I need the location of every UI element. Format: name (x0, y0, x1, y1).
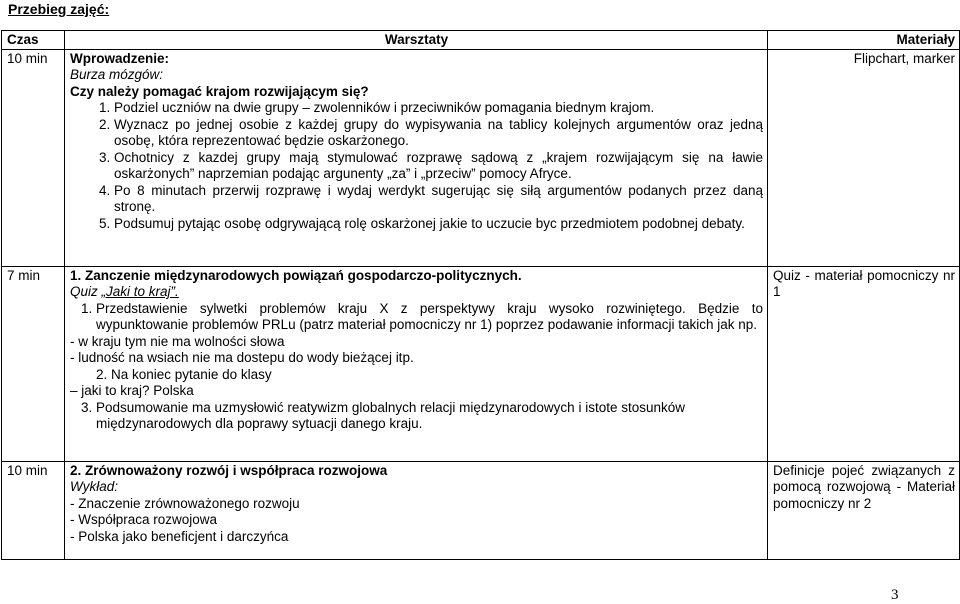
steps-list (70, 400, 763, 433)
step-item: 2. Na koniec pytanie do klasy (96, 366, 272, 382)
row-title: Wprowadzenie: (70, 50, 170, 66)
list-item: - Współpraca rozwojowa (70, 512, 218, 527)
row-workshop (65, 461, 768, 559)
bullet-item: - w kraju tym nie ma wolności słowa (70, 333, 285, 349)
lesson-plan-table (1, 30, 960, 560)
row-workshop (65, 266, 768, 461)
quiz-prefix: Quiz (70, 284, 102, 299)
table-row (2, 49, 960, 266)
list-item: - Znaczenie zrównoważonego rozwoju (70, 495, 300, 511)
header-time: Czas (2, 31, 65, 50)
list-item: 3. Podsumowanie ma uzmysłowić reatywizm globalnych relacji międzynarodowych i istote stosunków międzynarodowych dla poprawy sytuacji danego kraju. (96, 400, 763, 433)
section-heading: Przebieg zajęć: (8, 1, 110, 17)
steps-list (70, 100, 763, 232)
row-title: 1. Zanczenie międzynarodowych powiązań gospodarczo-politycznych. (70, 267, 522, 283)
list-item: 5. Podsumuj pytając osobę odgrywającą rolę oskarżonej jakie to uczucie byc przedmiotem podobnej debaty. (114, 216, 763, 233)
list-item: 2. Wyznacz po jednej osobie z każdej grupy do wypisywania na tablicy kolejnych argumentów oraz jedną osobę, która reprezentować będzie oskarżonego. (114, 117, 763, 150)
row-subtitle: Burza mózgów: (70, 67, 164, 82)
list-item: - Polska jako beneficjent i darczyńca (70, 528, 289, 544)
row-materials: Definicje pojeć związanych z pomocą rozwojową - Materiał pomocniczy nr 2 (768, 461, 960, 559)
page-number: 3 (891, 587, 899, 603)
header-materials: Materiały (768, 31, 960, 50)
row-time: 7 min (2, 266, 65, 461)
bullet-item: - ludność na wsiach nie ma dostepu do wody bieżącej itp. (70, 350, 414, 365)
row-workshop (65, 49, 768, 266)
row-materials: Quiz - materiał pomocniczy nr 1 (768, 266, 960, 461)
row-materials: Flipchart, marker (768, 49, 960, 266)
header-workshop: Warsztaty (65, 31, 768, 50)
list-item: 3. Ochotnicy z kazdej grupy mają stymulować rozprawę sądową z „krajem rozwijającym się na ławie oskarżonych” naprzemian podając argunenty „za” i „przeciw” pomocy Afryce. (114, 150, 763, 183)
list-item: 1. Podziel uczniów na dwie grupy – zwolenników i przeciwników pomagania biednym krajom. (114, 100, 763, 117)
quiz-line (70, 284, 763, 301)
row-time: 10 min (2, 49, 65, 266)
quiz-title: „Jaki to kraj”. (101, 284, 179, 299)
list-item: 4. Po 8 minutach przerwij rozprawę i wydaj werdykt sugerując się siłą argumentów podanych przez daną stronę. (114, 183, 763, 216)
table-row (2, 266, 960, 461)
steps-list (70, 301, 763, 334)
step-answer: – jaki to kraj? Polska (70, 383, 194, 398)
row-lecture-label: Wykład: (70, 479, 119, 494)
row-title: 2. Zrównoważony rozwój i współpraca rozwojowa (70, 462, 388, 478)
table-header-row (2, 31, 960, 50)
list-item: 1. Przedstawienie sylwetki problemów kraju X z perspektywy kraju wysoko rozwiniętego. Będzie to wypunktowanie problemów PRLu (patrz materiał pomocniczy nr 1) poprzez podawanie informacji takich jak np. (96, 301, 763, 334)
row-question: Czy należy pomagać krajom rozwijającym się? (70, 83, 369, 99)
table-row (2, 461, 960, 559)
row-time: 10 min (2, 461, 65, 559)
